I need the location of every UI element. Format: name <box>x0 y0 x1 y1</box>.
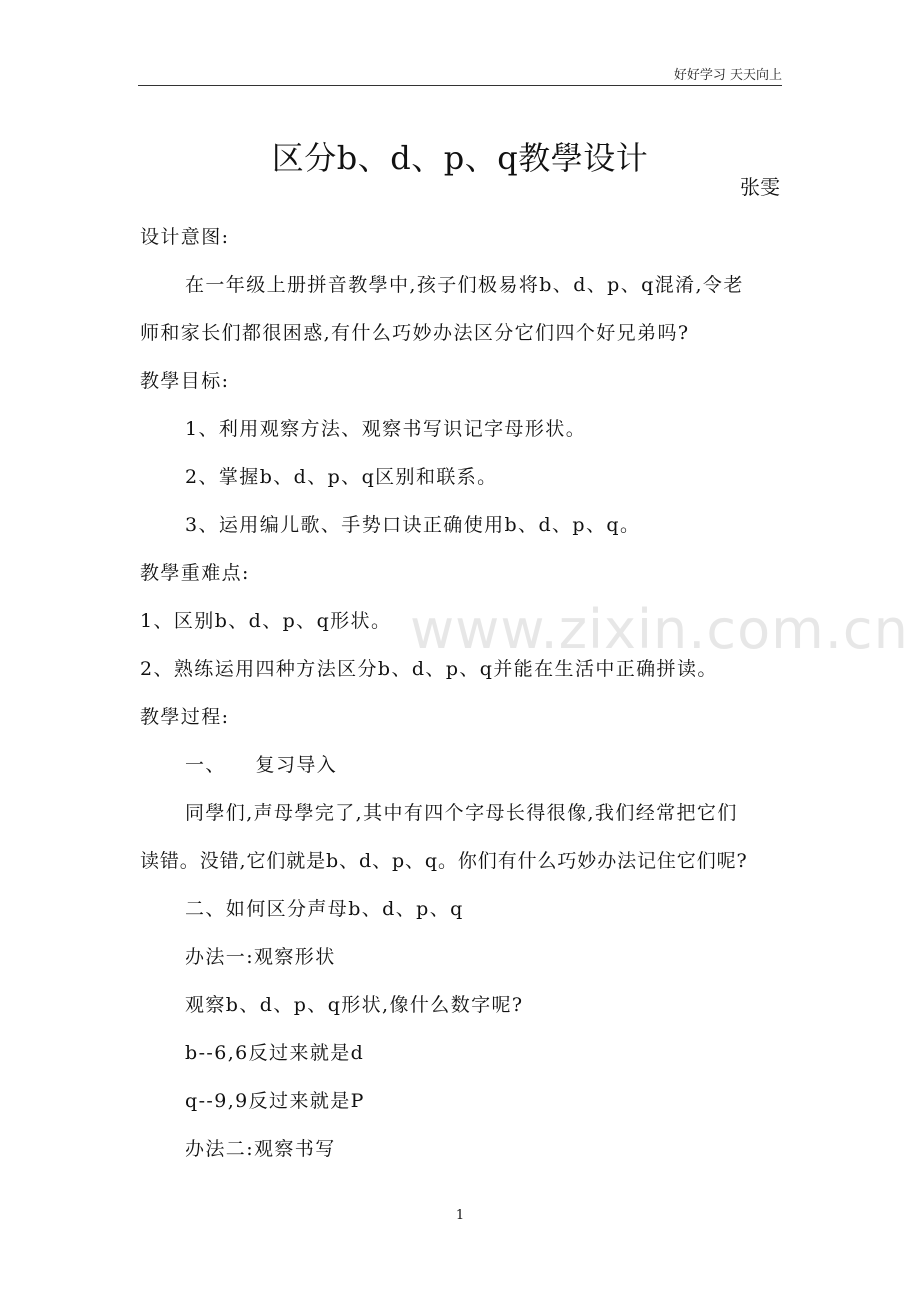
paragraph-line: 在一年级上册拼音教學中,孩子们极易将b、d、p、q混淆,令老 <box>185 274 744 296</box>
paragraph-line: 师和家长们都很困惑,有什么巧妙办法区分它们四个好兄弟吗? <box>140 322 690 344</box>
paragraph-line: 观察b、d、p、q形状,像什么数字呢? <box>185 994 524 1016</box>
section-heading: 二、如何区分声母b、d、p、q <box>185 898 464 920</box>
heading-teaching-goals: 教學目标: <box>140 370 230 392</box>
header-rule <box>138 85 782 86</box>
key-point-item: 2、熟练运用四种方法区分b、d、p、q并能在生活中正确拼读。 <box>140 658 718 680</box>
paragraph-line: 读错。没错,它们就是b、d、p、q。你们有什么巧妙办法记住它们呢? <box>140 850 748 872</box>
section-heading: 一、 复习导入 <box>185 754 338 776</box>
key-point-item: 1、区别b、d、p、q形状。 <box>140 610 392 632</box>
paragraph-line: 同學们,声母學完了,其中有四个字母长得很像,我们经常把它们 <box>185 802 738 824</box>
document-title: 区分b、d、p、q教學设计 <box>271 139 649 178</box>
heading-teaching-process: 教學过程: <box>140 706 230 728</box>
method-heading: 办法一:观察形状 <box>185 946 336 968</box>
goal-item: 1、利用观察方法、观察书写识记字母形状。 <box>185 418 587 440</box>
header-text: 好好学习 天天向上 <box>673 68 782 83</box>
author-name: 张雯 <box>740 175 780 199</box>
heading-key-points: 教學重难点: <box>140 562 250 584</box>
watermark: www.zixin.com.cn <box>410 598 909 661</box>
paragraph-line: b--6,6反过来就是d <box>185 1042 365 1064</box>
goal-item: 3、运用编儿歌、手势口诀正确使用b、d、p、q。 <box>185 514 641 536</box>
page-number: 1 <box>455 1208 465 1223</box>
paragraph-line: q--9,9反过来就是P <box>185 1090 365 1112</box>
goal-item: 2、掌握b、d、p、q区别和联系。 <box>185 466 498 488</box>
heading-design-intent: 设计意图: <box>140 226 230 248</box>
method-heading: 办法二:观察书写 <box>185 1138 336 1160</box>
